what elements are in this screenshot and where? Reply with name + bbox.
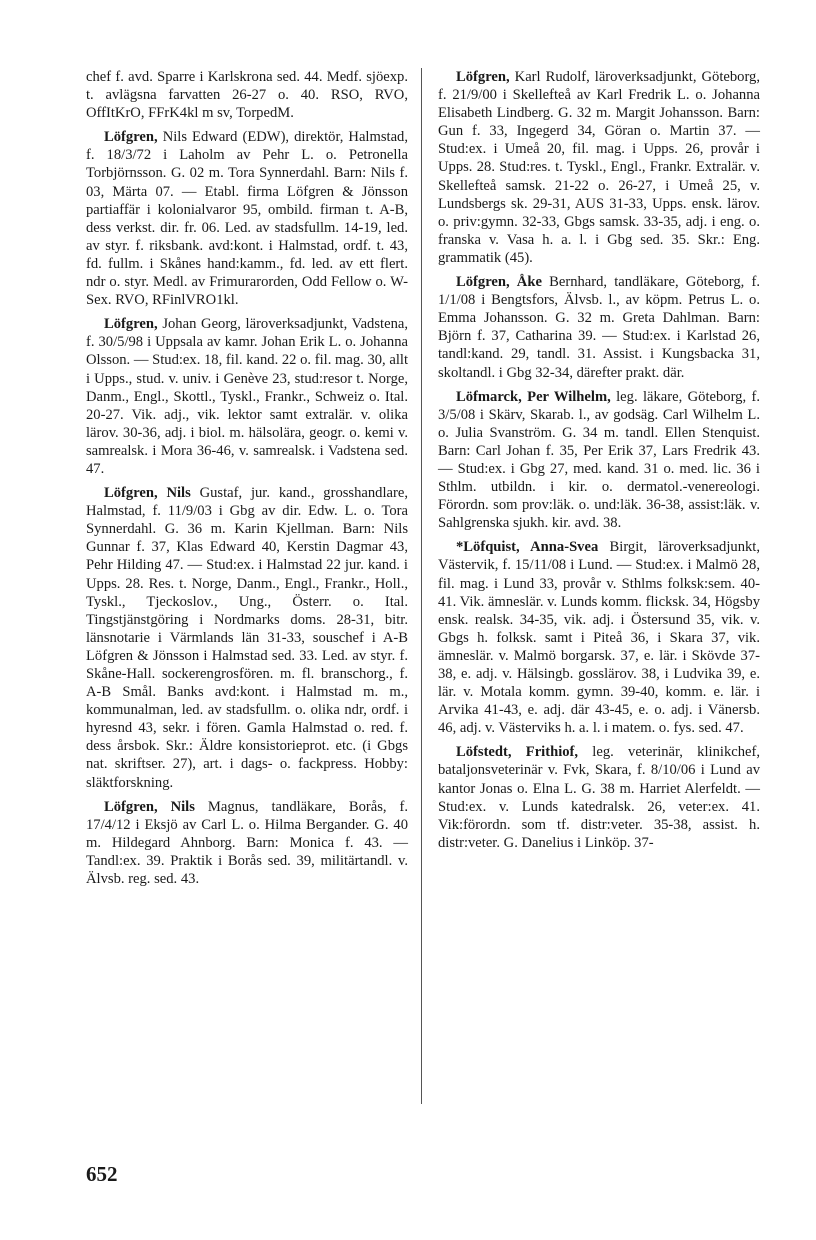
biography-entry bbox=[438, 388, 760, 533]
entry-text: Bernhard, tandläkare, Göteborg, f. 1/1/08 i Bengtsfors, Älvsb. l., av köpm. Petrus L. o. Emma Johansson. G. 32 m. Greta Dahlman. Barn: Björn f. 37, Catharina 39. — Stud:ex. i Karlstad 26, tandl:kand. 29, tandl. 31. Assist. i Kungsbacka 31, skoltandl. i Gbg 32-34, därefter prakt. där. bbox=[438, 274, 760, 381]
biography-entry bbox=[438, 538, 760, 737]
biography-entry bbox=[438, 273, 760, 382]
entry-text: leg. läkare, Göteborg, f. 3/5/08 i Skärv, Skarab. l., av godsäg. Carl Wilhelm L. o. Julia Svanström. G. 34 m. tandl. Ellen Stenquist. Barn: Carl Johan f. 35, Per Erik 37, Lars Fredrik 43. — Stud:ex. i Gbg 27, med. kand. 31 o. med. lic. 36 i Sthlm. utbildn. i kir. o. dermatol.-venereologi. Förordn. som prov:läk. o. und:läk. 36-38, assist:läk. v. Sahlgrenska sjukh. kir. avd. 38. bbox=[438, 388, 760, 532]
entry-surname: Löfgren, bbox=[456, 69, 510, 85]
entry-surname: Löfgren, bbox=[104, 129, 158, 146]
biography-entry bbox=[438, 743, 760, 852]
page-number: 652 bbox=[86, 1162, 118, 1186]
entry-text: leg. veterinär, klinikchef, bataljonsveterinär v. Fvk, Skara, f. 8/10/06 i Lund av kantor Jonas o. Elna L. G. 38 m. Harriet Alerfeldt. — Stud:ex. v. Lunds katedralsk. 26, veter:ex. 41. Vik:förordn. som tf. distr:veter. 35-38, assist. h. distr:veter. G. Danelius i Linköp. 37- bbox=[438, 744, 760, 851]
entry-surname: Löfstedt, Frithiof, bbox=[456, 744, 579, 761]
entry-surname: Löfgren, Nils bbox=[104, 485, 191, 502]
biography-entry bbox=[86, 68, 408, 122]
right-column bbox=[438, 68, 760, 858]
entry-surname: Löfgren, bbox=[104, 316, 158, 333]
biography-entry bbox=[438, 68, 760, 267]
entry-text: Magnus, tandläkare, Borås, f. 17/4/12 i Eksjö av Carl L. o. Hilma Bergander. G. 40 m. Hildegard Ahnborg. Barn: Monica f. 43. — Tandl:ex. 39. Praktik i Borås sed. 39, militärtandl. v. Älvsb. reg. sed. 43. bbox=[86, 798, 408, 888]
column-divider bbox=[421, 68, 422, 1104]
entry-surname: Löfgren, Nils bbox=[104, 798, 195, 815]
entry-text: chef f. avd. Sparre i Karlskrona sed. 44. Medf. sjöexp. t. avlägsna farvatten 26-27 o. 40. RSO, RVO, OffItKrO, FFrK4kl m sv, TorpedM. bbox=[86, 69, 408, 122]
left-column bbox=[86, 68, 408, 894]
entry-surname: Löfmarck, Per Wilhelm, bbox=[456, 388, 611, 405]
biography-entry bbox=[86, 484, 408, 792]
entry-text: Nils Edward (EDW), direktör, Halmstad, f. 18/3/72 i Laholm av Pehr L. o. Petronella Torbjörnsson. G. 02 m. Tora Synnerdahl. Barn: Nils f. 03, Märta 07. — Etabl. firma Löfgren & Jönsson partiaffär i kolonialvaror 95, ombild. firman t. A-B, dess verkst. dir. fr. 06. Led. av stadsfullm. 14-19, led. av styr. f. riksbank. avd:kont. i Halmstad, ordf. t. 43, fd. fullm. i Skånes hand:kamm., fd. led. av ett flert. ndr o. styr. Medl. av Frimurarorden, Odd Fellow o. W-Sex. RVO, RFinlVRO1kl. bbox=[86, 129, 408, 309]
entry-text: Johan Georg, läroverksadjunkt, Vadstena, f. 30/5/98 i Uppsala av kamr. Johan Erik L. o. Johanna Olsson. — Stud:ex. 18, fil. kand. 22 o. fil. mag. 30, allt i Upps., stud. v. univ. i Genève 23, stud:resor t. Norge, Danm., Engl., Skottl., Tyskl., Frankr., Schweiz o. Ital. 20-27. Vik. adj., vik. lektor samt extralär. v. olika lärov. 30-36, adj. i biol. m. hälsolära, geogr. o. kemi v. samrealsk. i Mora 36-46, v. samrealsk. i Vadstena sed. 47. bbox=[86, 316, 408, 477]
entry-text: Gustaf, jur. kand., grosshandlare, Halmstad, f. 11/9/03 i Gbg av dir. Edw. L. o. Tora Synnerdahl. G. 36 m. Karin Kjellman. Barn: Nils Gunnar f. 37, Klas Edward 40, Kerstin Dagmar 43, Pehr Hilding 47. — Stud:ex. i Halmstad 22 jur. kand. i Upps. 28. Res. t. Norge, Danm., Engl., Frankr., Holl., Tyskl., Tjeckoslov., Ung., Österr. o. Ital. Tingstjänstgöring i Nordmarks doms. 28-31, bitr. länsnotarie i Värmlands län 31-33, souschef i A-B Löfgren & Jönsson i Halmstad sed. 33. Led. av styr. f. Skåne-Hall. sockerengrosfören. m. fl. branschorg., f. A-B Smål. Banks avd:kont. i Halmstad m. m., kommunalman, led. av stadsfullm. o. olika ndr, ordf. i hyresnd 43, sekr. i fören. Gamla Halmstad o. red. f. dess årsbok. Skr.: Äldre konsistorieprot. etc. (i Gbgs nat. skriftser. 27), art. i dags- o. fackpress. Hobby: släktforskning. bbox=[86, 485, 408, 791]
biography-entry bbox=[86, 128, 408, 309]
entry-surname: Löfgren, Åke bbox=[456, 274, 542, 291]
entry-surname: *Löfquist, Anna-Svea bbox=[456, 539, 599, 556]
entry-text: Karl Rudolf, läroverksadjunkt, Göteborg, f. 21/9/00 i Skellefteå av Karl Fredrik L. o. Johanna Elisabeth Lindberg. G. 32 m. Margit Johansson. Barn: Gun f. 33, Ingegerd 34, Göran o. Martin 37. — Stud:ex. i Umeå 20, fil. mag. i Upps. 26, provår i Upps. 28. Stud:res. t. Tyskl., Engl., Frankr. Extralär. v. Skellefteå samsk. 21-22 o. 26-27, i Umeå 25, v. Lundsbergs sk. 29-31, AUS 31-33, Upps. ensk. lärov. o. priv:gymn. 32-33, Gbgs samsk. 33-35, adj. i eng. o. franska v. Vasa h. a. l. i Gbg sed. 35. Skr.: Eng. grammatik (45). bbox=[438, 69, 760, 266]
biography-entry bbox=[86, 798, 408, 888]
biography-entry bbox=[86, 315, 408, 478]
entry-text: Birgit, läroverksadjunkt, Västervik, f. 15/11/08 i Lund. — Stud:ex. i Malmö 28, fil. mag. i Lund 33, provår v. Sthlms folksk:sem. 40-41. Vik. ämneslär. v. Lunds komm. flicksk. 34, Högsby ensk. realsk. 34-35, vik. adj. i Östersund 35, vik. v. Gbgs h. folksk. samt i Piteå 36, i Skara 37, vik. ämneslär. v. Malmö borgarsk. 37, e. lär. i Skövde 37-38, e. adj. v. Hälsingb. gosslärov. 38, i Ludvika 39, e. lär. v. Motala komm. gymn. 39-40, komm. e. lär. i Arvika 41-43, e. adj. där 43-45, e. o. adj. i Vänersb. 46, adj. v. Västerviks h. a. l. i matem. o. fys. sed. 47. bbox=[438, 539, 760, 737]
